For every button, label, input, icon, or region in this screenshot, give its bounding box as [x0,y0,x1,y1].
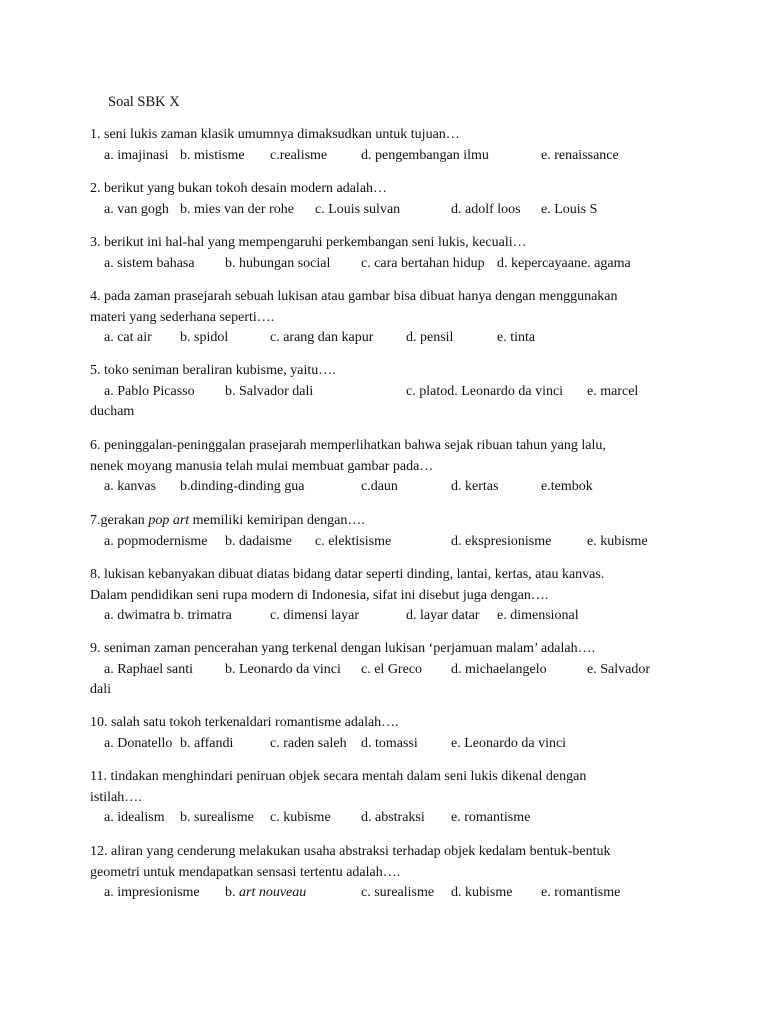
document-title: Soal SBK X [108,94,180,110]
option-b: b.dinding-dinding gua [180,479,305,494]
option-c: c. el Greco [361,661,423,677]
question-text-italic: pop art [148,513,190,528]
option-d: d. abstraksi [361,810,425,825]
question-text: geometri untuk mendapatkan sensasi tertentu adalah…. [90,864,401,880]
option-a: a. kanvas [104,479,157,494]
options-row [90,254,690,275]
option-d: d. tomassi [361,735,418,751]
option-b: b. mies van der rohe [180,201,294,217]
option-e: e. marcel [587,383,639,399]
option-c: c. dimensi layar [270,608,360,623]
options-row [90,808,690,829]
question-text: 8. lukisan kebanyakan dibuat diatas bidang datar seperti dinding, lantai, kertas, atau kanvas. [90,567,605,582]
option-d: d. ekspresionisme [451,533,552,549]
option-e: e. dimensional [497,608,579,623]
option-continuation: dali [90,682,111,697]
option-continuation: ducham [90,404,135,419]
question-text [90,511,690,532]
option-b: b. Leonardo da vinci [225,661,341,677]
option-e: e. tinta [497,330,536,345]
option-e: e. kubisme [587,533,648,549]
question-text: Dalam pendidikan seni rupa modern di Indonesia, sifat ini disebut juga dengan…. [90,587,549,603]
question-text: 10. salah satu tokoh terkenaldari romantisme adalah…. [90,715,399,730]
option-c: c. kubisme [270,810,331,825]
option-d: d. layar datar [406,608,480,623]
question-2 [90,179,690,220]
option-e: e. Salvador [587,661,650,677]
option-b: b. spidol [180,330,229,345]
question-4 [90,287,690,349]
option-e: e. Louis S [541,201,598,217]
option-d: d. kertas [451,479,499,494]
option-a: a. cat air [104,330,152,345]
option-b-prefix: b. [225,885,239,900]
question-12 [90,842,690,904]
options-row [90,328,690,349]
question-text: 6. peninggalan-peninggalan prasejarah memperlihatkan bahwa sejak ribuan tahun yang lalu, [90,438,606,453]
option-c: c. raden saleh [270,735,347,751]
option-b: b. affandi [180,735,234,751]
question-text: nenek moyang manusia telah mulai membuat gambar pada… [90,458,434,474]
options-row [90,200,690,221]
option-d: d. michaelangelo [451,661,547,677]
options-row [90,606,690,627]
question-text: 12. aliran yang cenderung melakukan usaha abstraksi terhadap objek kedalam bentuk-bentuk [90,844,611,859]
question-text-prefix: 7.gerakan [90,513,149,528]
option-c: c. cara bertahan hidup [361,255,485,271]
option-d: d. adolf loos [451,201,521,217]
question-text: 1. seni lukis zaman klasik umumnya dimaksudkan untuk tujuan… [90,127,460,142]
options-row [90,660,690,681]
options-row [90,532,690,553]
question-8 [90,565,690,627]
option-e: e. romantisme [451,810,531,825]
options-row [90,734,690,755]
options-row [90,477,690,498]
option-a: a. imajinasi [104,147,169,163]
option-d: d. pensil [406,330,454,345]
option-b [225,883,306,904]
question-text: 2. berikut yang bukan tokoh desain modern adalah… [90,181,388,196]
option-d: d. kubisme [451,885,513,900]
options-row [90,146,690,167]
options-row [90,883,690,904]
option-e: e. Leonardo da vinci [451,735,567,751]
question-text: 11. tindakan menghindari peniruan objek secara mentah dalam seni lukis dikenal dengan [90,769,587,784]
option-b: b. Salvador dali [225,383,314,399]
question-7 [90,511,690,552]
option-b-italic: art nouveau [239,885,307,900]
option-d: d. kepercayaane. agama [497,255,631,271]
question-9 [90,639,690,701]
option-a: a. Raphael santi [104,661,194,677]
option-e: e. romantisme [541,885,621,900]
question-text: materi yang sederhana seperti…. [90,309,275,325]
option-c: c.daun [361,479,398,494]
option-b: b. mistisme [180,147,245,163]
question-11 [90,767,690,829]
question-5 [90,361,690,423]
option-a: a. impresionisme [104,885,200,900]
question-text-suffix: memiliki kemiripan dengan…. [189,513,365,528]
question-6 [90,436,690,498]
option-a: a. idealism [104,810,165,825]
option-d: d. pengembangan ilmu [361,147,489,163]
option-a: a. dwimatra b. trimatra [104,608,232,623]
option-b: b. hubungan social [225,255,331,271]
question-text: 3. berikut ini hal-hal yang mempengaruhi perkembangan seni lukis, kecuali… [90,235,527,250]
option-e: e.tembok [541,479,593,494]
option-b: b. surealisme [180,810,254,825]
question-text: istilah…. [90,789,142,805]
option-a: a. popmodernisme [104,533,208,549]
option-c: c. elektisisme [315,533,392,549]
option-c: c. surealisme [361,885,435,900]
question-text: 5. toko seniman beraliran kubisme, yaitu…. [90,363,336,378]
question-text: 9. seniman zaman pencerahan yang terkenal dengan lukisan ‘perjamuan malam’ adalah…. [90,641,596,656]
question-1 [90,125,690,166]
option-c: c. platod. Leonardo da vinci [406,383,564,399]
option-c: c. Louis sulvan [315,201,401,217]
option-a: a. van gogh [104,201,169,217]
option-a: a. Pablo Picasso [104,383,195,399]
option-b: b. dadaisme [225,533,292,549]
question-3 [90,233,690,274]
question-text: 4. pada zaman prasejarah sebuah lukisan atau gambar bisa dibuat hanya dengan menggunakan [90,289,618,304]
option-a: a. sistem bahasa [104,255,195,271]
option-c: c.realisme [270,147,328,163]
option-c: c. arang dan kapur [270,330,374,345]
option-a: a. Donatello [104,735,173,751]
question-10 [90,713,690,754]
options-row [90,382,690,403]
option-e: e. renaissance [541,147,619,163]
